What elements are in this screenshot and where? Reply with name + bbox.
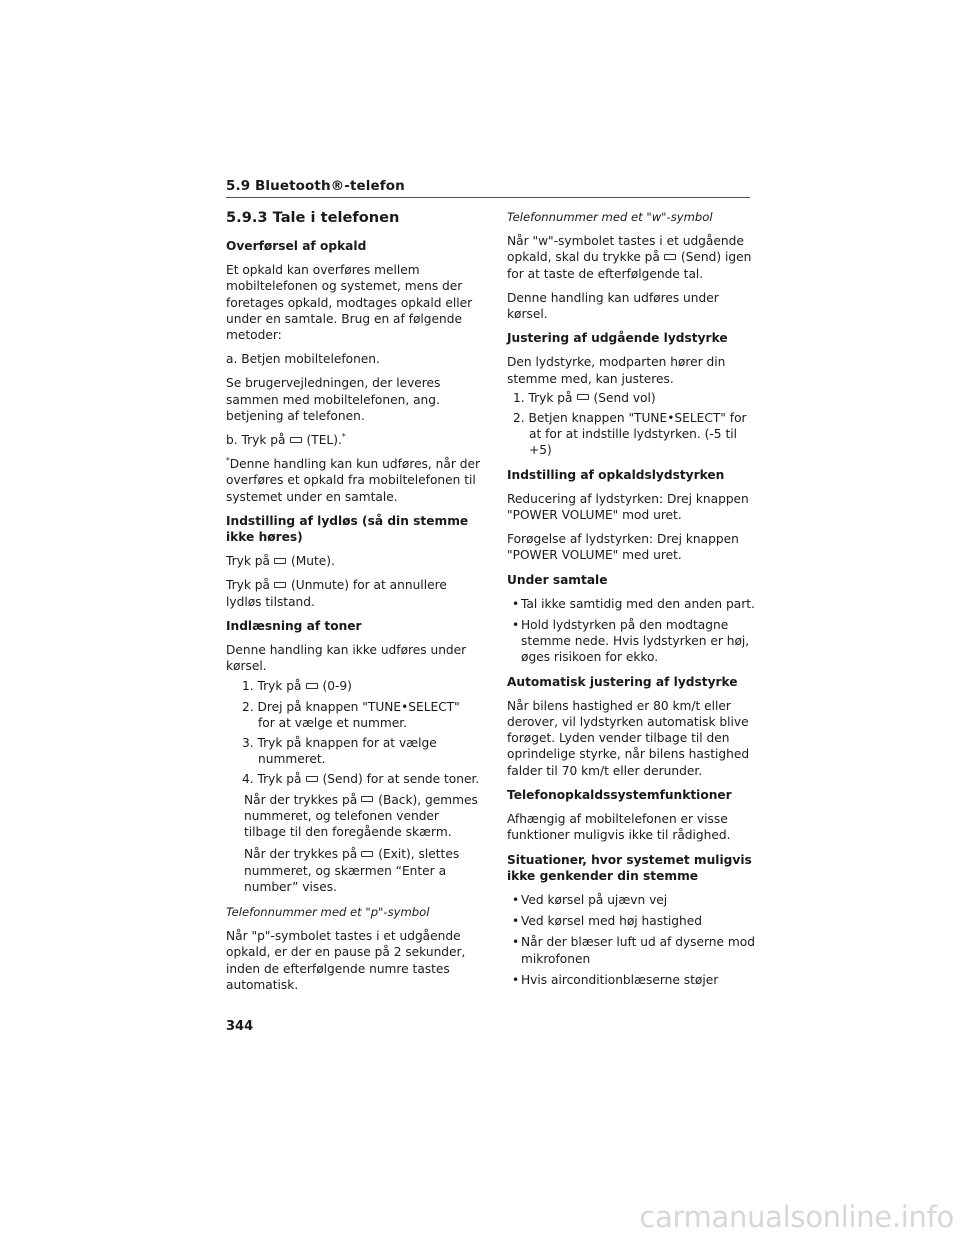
para-mute1 [226,553,480,569]
unmute-button-icon [274,582,286,588]
back-button-icon [361,796,373,802]
note-back-pre: Når der trykkes på [244,792,358,807]
w-pre: Når "w"-symbolet tastes i et udgående opkald, skal du trykke på [507,234,744,265]
bullet-item [507,892,759,908]
para-func: Afhængig af mobiltelefonen er visse funktioner muligvis ikke til rådighed. [507,812,731,843]
step-2: 2. Drej på knappen "TUNE•SELECT" for at vælge et nummer. [242,699,460,730]
para-b [226,432,480,448]
heading-func: Telefonopkaldssystemfunktioner [507,787,732,802]
mute1-pre: Tryk på [226,554,271,569]
vol-step-2: 2. Betjen knappen "TUNE•SELECT" for at for at indstille lydstyrken. (-5 til +5) [513,411,747,458]
para-outvol: Den lydstyrke, modparten hører din stemme med, kan justeres. [507,355,726,386]
para-a: a. Betjen mobiltelefonen. [226,352,380,367]
mute1-post: (Mute). [291,554,335,569]
para-increase: Forøgelse af lydstyrken: Drej knappen "POWER VOLUME" med uret. [507,532,739,563]
tel-button-icon [290,437,302,443]
bullet-text: Når der blæser luft ud af dyserne mod mikrofonen [521,935,755,966]
para-b-pre: b. Tryk på [226,433,286,448]
heading-mute: Indstilling af lydløs (så din stemme ikke høres) [226,513,469,545]
para-transfer: Et opkald kan overføres mellem mobiltelefonen og systemet, mens der foretages opkald, modtages opkald eller under en samtale. Brug en af følgende metoder: [226,263,473,343]
bullet-text: Ved kørsel med høj hastighed [521,914,702,929]
bullet-text: Tal ikke samtidig med den anden part. [521,596,755,611]
para-p-symbol: Når "p"-symbolet tastes i et udgående opkald, er der en pause på 2 sekunder, inden de efterfølgende numre tastes automatisk. [226,929,466,992]
step-4-pre: 4. Tryk på [242,772,302,787]
vol-step-1-pre: 1. Tryk på [513,390,573,405]
vol-step-1-post: (Send vol) [593,390,656,405]
bullet-item [507,913,759,929]
right-column [507,209,759,993]
section-title: 5.9.3 Tale i telefonen [226,209,400,226]
para-drive: Denne handling kan udføres under kørsel. [507,290,719,322]
bullet-dot: • [512,596,520,611]
step-4-post: (Send) for at sende toner. [322,772,480,787]
digits-button-icon [306,683,318,689]
para-tones: Denne handling kan ikke udføres under kørsel. [226,643,467,674]
step-1 [226,678,480,694]
note-back-post: (Back), gemmes nummeret, og telefonen vender tilbage til den foregående skærm. [244,792,478,840]
bullet-dot: • [512,972,520,987]
para-mute2 [226,577,480,609]
bullet-dot: • [512,935,520,950]
send-button-icon [664,254,676,260]
step-4 [226,771,480,787]
footnote [226,456,480,505]
heading-tones: Indlæsning af toner [226,618,362,633]
left-column [226,209,480,1001]
note-exit-pre: Når der trykkes på [244,847,358,862]
note-back [226,792,480,841]
bullet-dot: • [512,914,520,929]
watermark: carmanualsonline.info [639,1200,954,1234]
heading-callvol: Indstilling af opkaldslydstyrken [507,467,725,482]
step-1-pre: 1. Tryk på [242,679,302,694]
step-1-post: (0-9) [322,679,352,694]
bullet-dot: • [512,618,520,633]
para-auto: Når bilens hastighed er 80 km/t eller derover, vil lydstyrken automatisk blive forøget. Lyden vender tilbage til den oprindelige styrke, når bilens hastighed falder til 70 km/t eller derunder. [507,698,750,778]
heading-situations: Situationer, hvor systemet muligvis ikke genkender din stemme [507,852,752,883]
bullet-item [507,596,759,612]
heading-outvol: Justering af udgående lydstyrke [507,331,728,346]
mute2-post: (Unmute) for at annullere lydløs tilstand. [226,578,447,609]
page-number: 344 [226,1019,254,1034]
send-button-icon [306,776,318,782]
para-w-symbol [507,233,759,282]
step-3: 3. Tryk på knappen for at vælge nummeret. [242,736,437,767]
bullet-item [507,934,759,966]
w-post: (Send) igen for at taste de efterfølgende tal. [507,250,752,281]
para-reduce: Reducering af lydstyrken: Drej knappen "POWER VOLUME" mod uret. [507,491,749,523]
page-header [226,178,750,198]
heading-during: Under samtale [507,572,608,587]
bullet-text: Ved kørsel på ujævn vej [521,892,668,907]
heading-auto: Automatisk justering af lydstyrke [507,674,738,689]
subheading-p-symbol: Telefonnummer med et "p"-symbol [226,904,430,919]
bullet-item [507,972,759,988]
bullet-text: Hvis airconditionblæserne støjer [521,972,719,987]
mute-button-icon [274,558,286,564]
para-guide: Se brugervejledningen, der leveres sammen med mobiltelefonen, ang. betjening af telefonen. [226,376,441,423]
para-b-post: (TEL). [306,433,342,448]
header-title: 5.9 Bluetooth®-telefon [226,178,405,194]
send-vol-button-icon [577,394,589,400]
bullet-text: Hold lydstyrken på den modtagne stemme nede. Hvis lydstyrken er høj, øges risikoen for ekko. [521,618,750,665]
bullet-item [507,617,759,666]
footnote-text: Denne handling kan kun udføres, når der overføres et opkald fra mobiltelefonen til systemet under en samtale. [226,457,480,504]
footnote-marker: * [341,431,346,441]
note-exit [226,846,480,895]
vol-step-1 [507,390,759,406]
bullet-dot: • [512,892,520,907]
note-exit-post: (Exit), slettes nummeret, og skærmen “Enter a number” vises. [244,847,460,894]
exit-button-icon [361,851,373,857]
heading-transfer: Overførsel af opkald [226,239,367,253]
subheading-w-symbol: Telefonnummer med et "w"-symbol [507,210,713,224]
footnote-sup: * [226,456,230,466]
mute2-pre: Tryk på [226,578,271,593]
